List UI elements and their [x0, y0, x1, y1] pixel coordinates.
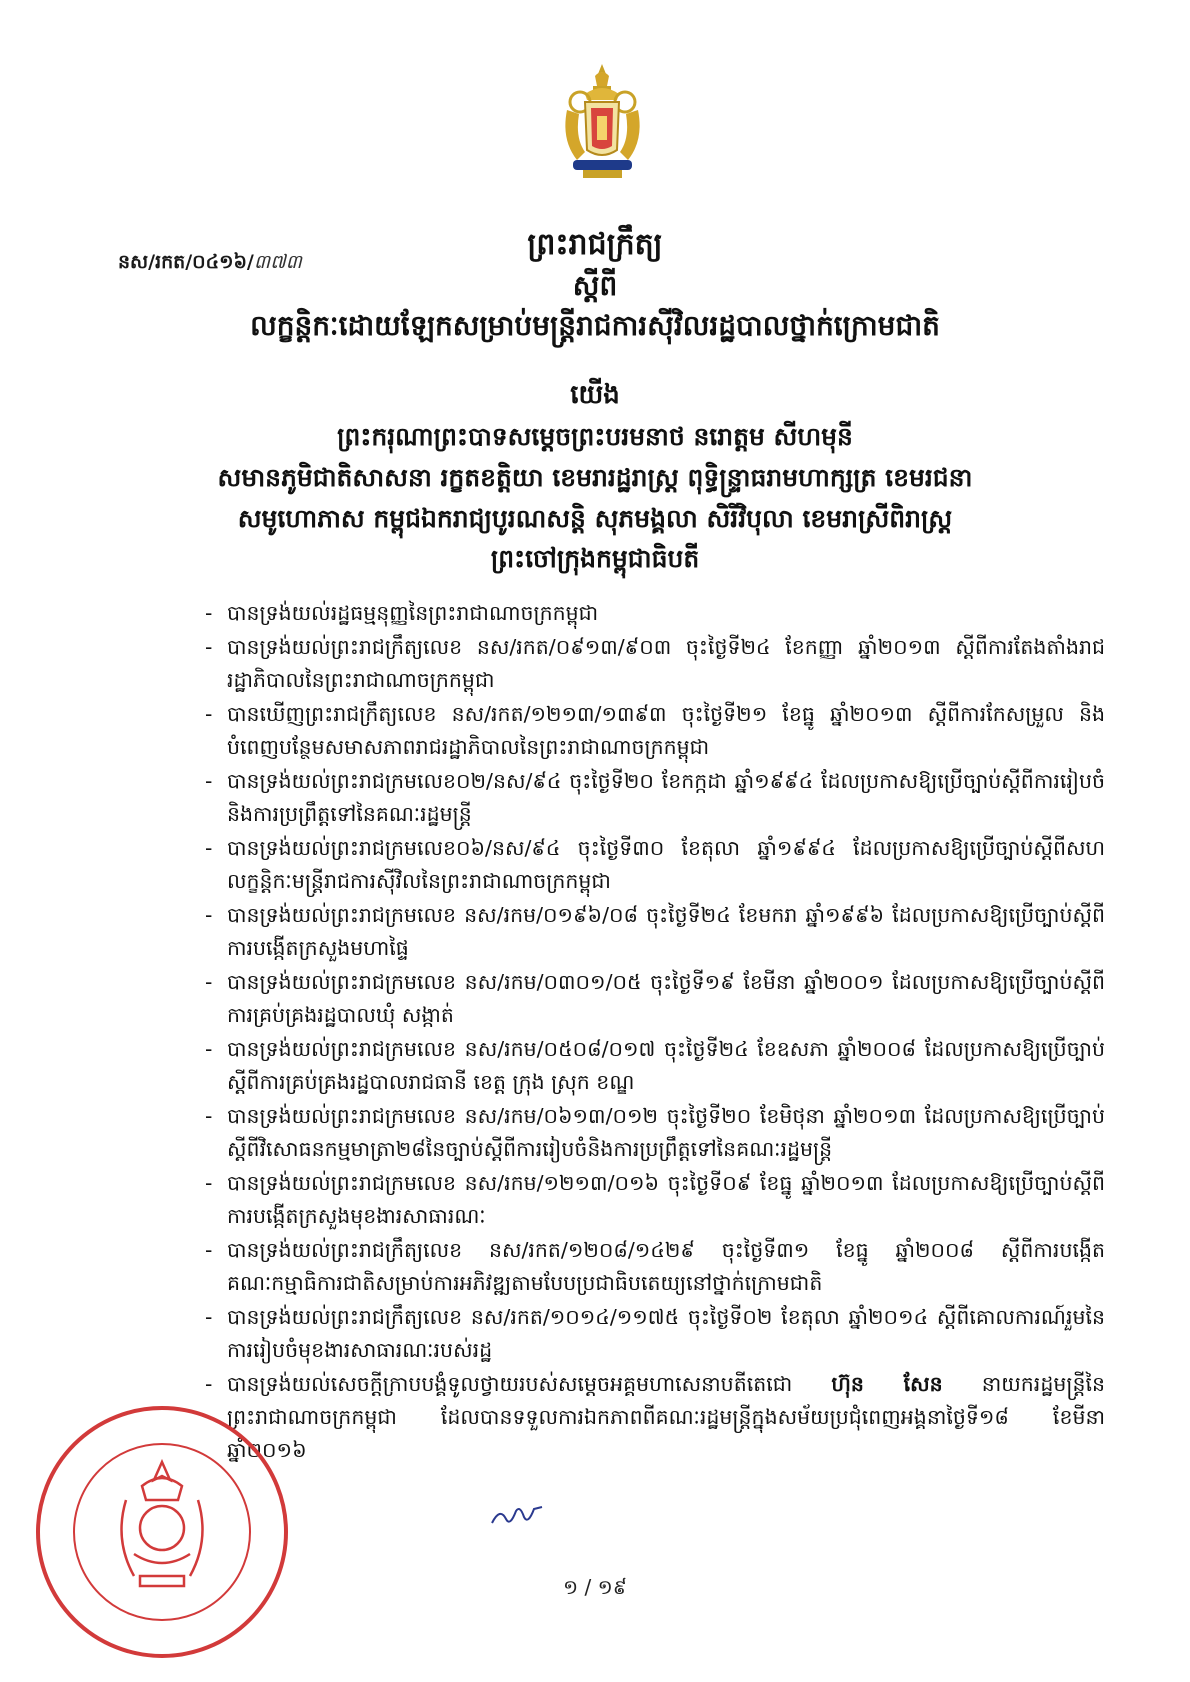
preamble-clause: - បានទ្រង់យល់ព្រះរាជក្រមលេខ០២/នស/៩៤ ចុះថ្ងៃទី២០ ខែកក្កដា ឆ្នាំ១៩៩៤ ដែលប្រកាសឱ្យប្រើច្បាប់ស្ដីពីការរៀបចំនិងការប្រព្រឹត្ដទៅនៃគណៈរដ្ឋមន្ត្រី — [205, 769, 1105, 826]
preamble-clause: - បានទ្រង់យល់ព្រះរាជក្រមលេខ នស/រកម/០៦១៣/០១២ ចុះថ្ងៃទី២០ ខែមិថុនា ឆ្នាំ២០១៣ ដែលប្រកាសឱ្យប្រើច្បាប់ស្ដីពីវិសោធនកម្មមាត្រា២៨នៃច្បាប់ស្ដីពីការរៀបចំនិងការប្រព្រឹត្ដទៅនៃគណៈរដ្ឋមន្ត្រី — [205, 1104, 1105, 1161]
preamble-clause: - បានទ្រង់យល់ព្រះរាជក្រមលេខ នស/រកម/០១៩៦/០៨ ចុះថ្ងៃទី២៤ ខែមករា ឆ្នាំ១៩៩៦ ដែលប្រកាសឱ្យប្រើច្បាប់ស្ដីពីការបង្កើតក្រសួងមហាផ្ទៃ — [205, 903, 1105, 960]
document-subject: លក្ខន្តិកៈដោយឡែកសម្រាប់មន្ត្រីរាជការស៊ីវិលរដ្ឋបាលថ្នាក់ក្រោមជាតិ — [250, 309, 940, 342]
preamble-clause: - បានទ្រង់យល់ព្រះរាជក្រមលេខ នស/រកម/១២១៣/០១៦ ចុះថ្ងៃទី០៩ ខែធ្នូ ឆ្នាំ២០១៣ ដែលប្រកាសឱ្យប្រើច្បាប់ស្ដីពីការបង្កើតក្រសួងមុខងារសាធារណៈ — [205, 1171, 1105, 1228]
king-title-line: សមូហោភាស កម្ពុជឯករាជ្យបូរណសន្ដិ សុភមង្គលា សិរីវិបុលា ខេមរាស្រីពិរាស្ដ្រ — [237, 504, 953, 533]
king-title-line: ព្រះចៅក្រុងកម្ពុជាធិបតី — [490, 544, 700, 573]
preamble-clause: - បានទ្រង់យល់ព្រះរាជក្រឹត្យលេខ នស/រកត/១២០៨/១៤២៩ ចុះថ្ងៃទី៣១ ខែធ្នូ ឆ្នាំ២០០៨ ស្ដីពីការបង្កើតគណៈកម្មាធិការជាតិសម្រាប់ការអភិវឌ្ឍតាមបែបប្រជាធិបតេយ្យនៅថ្នាក់ក្រោមជាតិ — [205, 1238, 1105, 1295]
document-title: ព្រះរាជក្រឹត្យ — [527, 227, 663, 262]
preamble-clause-list — [205, 597, 1105, 1468]
preamble-clause: - បានទ្រង់យល់ព្រះរាជក្រមលេខ នស/រកម/០៣០១/០៥ ចុះថ្ងៃទី១៩ ខែមីនា ឆ្នាំ២០០១ ដែលប្រកាសឱ្យប្រើច្បាប់ស្ដីពីការគ្រប់គ្រងរដ្ឋបាលឃុំ សង្កាត់ — [205, 970, 1105, 1027]
king-title-line: ព្រះករុណាព្រះបាទសម្ដេចព្រះបរមនាថ នរោត្ដម សីហមុនី — [337, 422, 853, 451]
preamble-clause: - បានឃើញព្រះរាជក្រឹត្យលេខ នស/រកត/១២១៣/១៣៩៣ ចុះថ្ងៃទី២១ ខែធ្នូ ឆ្នាំ២០១៣ ស្ដីពីការកែសម្រួល និងបំពេញបន្ថែមសមាសភាពរាជរដ្ឋាភិបាលនៃព្រះរាជាណាចក្រកម្ពុជា — [205, 702, 1105, 759]
king-title-line: សមានភូមិជាតិសាសនា រក្ខតខត្តិយា ខេមរារដ្ឋរាស្ដ្រ ពុទ្ធិន្ទ្រាធរាមហាក្សត្រ ខេមរជនា — [217, 463, 973, 492]
prime-minister-name: ហ៊ុន សែន — [831, 1372, 943, 1396]
preamble-clause: - បានទ្រង់យល់ព្រះរាជក្រឹត្យលេខ នស/រកត/១០១៤/១១៧៥ ចុះថ្ងៃទី០២ ខែតុលា ឆ្នាំ២០១៤ ស្ដីពីគោលការណ៍រួមនៃការរៀបចំមុខងារសាធារណៈរបស់រដ្ឋ — [205, 1305, 1105, 1362]
reference-number-handwritten: ៣៧៣ — [253, 251, 302, 273]
page-number: ១ / ១៩ — [563, 1575, 627, 1599]
handwritten-initials — [490, 1503, 550, 1529]
preamble-clause: - បានទ្រង់យល់ព្រះរាជក្រមលេខ នស/រកម/០៥០៨/០១៧ ចុះថ្ងៃទី២៤ ខែឧសភា ឆ្នាំ២០០៨ ដែលប្រកាសឱ្យប្រើច្បាប់ស្ដីពីការគ្រប់គ្រងរដ្ឋបាលរាជធានី ខេត្ដ ក្រុង ស្រុក ខណ្ឌ — [205, 1037, 1105, 1094]
royal-coat-of-arms-emblem — [555, 60, 650, 185]
preamble-clause-prime-minister: - បានទ្រង់យល់សេចក្ដីក្រាបបង្គំទូលថ្វាយរបស់សម្ដេចអគ្គមហាសេនាបតីតេជោ ហ៊ុន សែន នាយករដ្ឋមន្ត្រីនៃព្រះរាជាណាចក្រកម្ពុជា ដែលបានទទួលការឯកភាពពីគណៈរដ្ឋមន្ត្រីក្នុងសម័យប្រជុំពេញអង្គនាថ្ងៃទី១៨ ខែមីនា ឆ្នាំ២០១៦ — [205, 1372, 1105, 1462]
we-heading: យើង — [570, 380, 620, 410]
reference-number-printed: នស/រកត/០៤១៦/ — [118, 251, 254, 273]
royal-palace-ministry-seal — [30, 1400, 295, 1665]
preamble-clause: - បានទ្រង់យល់រដ្ឋធម្មនុញ្ញនៃព្រះរាជាណាចក្រកម្ពុជា — [205, 601, 599, 625]
title-connector: ស្ដីពី — [572, 269, 618, 302]
preamble-clause: - បានទ្រង់យល់ព្រះរាជក្រឹត្យលេខ នស/រកត/០៩១៣/៩០៣ ចុះថ្ងៃទី២៤ ខែកញ្ញា ឆ្នាំ២០១៣ ស្ដីពីការតែងតាំងរាជរដ្ឋាភិបាលនៃព្រះរាជាណាចក្រកម្ពុជា — [205, 635, 1105, 692]
preamble-clause: - បានទ្រង់យល់ព្រះរាជក្រមលេខ០៦/នស/៩៤ ចុះថ្ងៃទី៣០ ខែតុលា ឆ្នាំ១៩៩៤ ដែលប្រកាសឱ្យប្រើច្បាប់ស្ដីពីសហលក្ខន្តិកៈមន្ត្រីរាជការស៊ីវិលនៃព្រះរាជាណាចក្រកម្ពុជា — [205, 836, 1105, 893]
